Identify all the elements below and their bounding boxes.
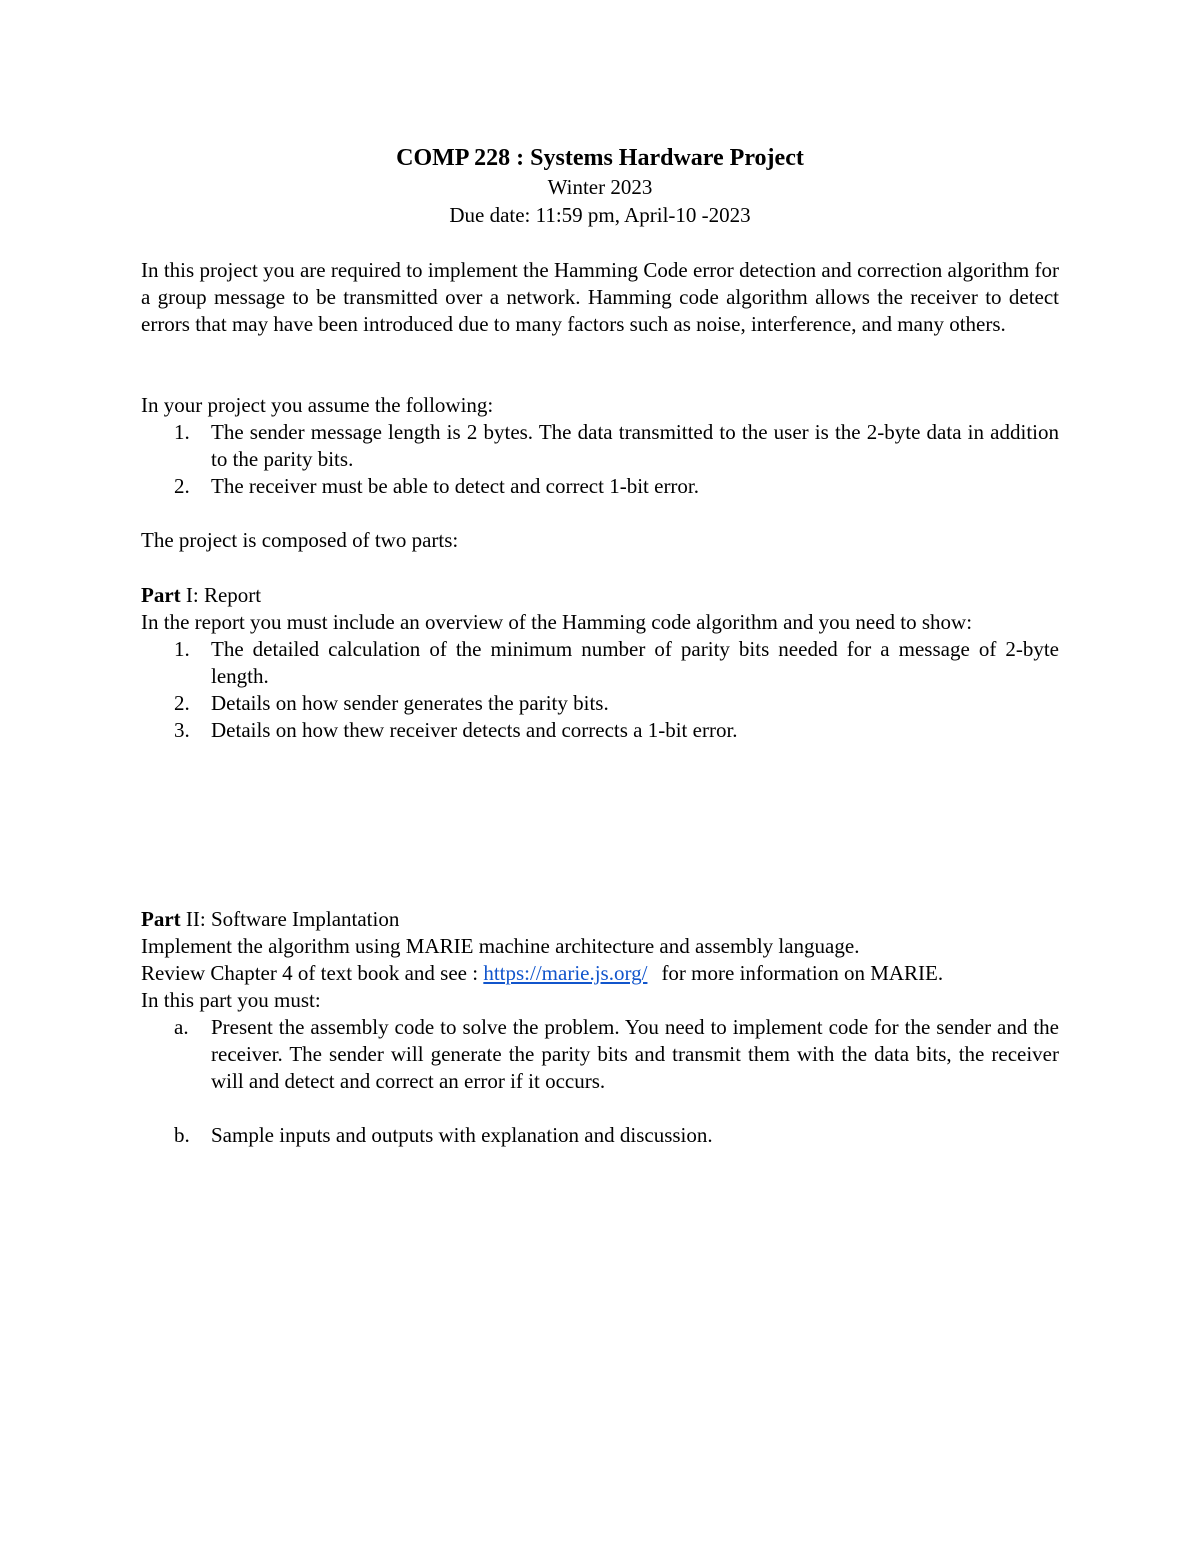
document-title: COMP 228 : Systems Hardware Project xyxy=(396,145,804,171)
part2-line2 xyxy=(141,960,1059,987)
list-item xyxy=(141,717,1059,744)
assumptions-section xyxy=(141,392,1059,500)
part1-label-bold: Part xyxy=(141,583,181,607)
marie-link[interactable]: https://marie.js.org/ xyxy=(483,961,648,985)
document-header xyxy=(0,143,1200,229)
list-marker: 2. xyxy=(174,474,190,498)
list-marker: 1. xyxy=(174,420,190,444)
list-item-text: The detailed calculation of the minimum number of parity bits needed for a message of 2-byte length. xyxy=(211,637,1059,688)
part1-list xyxy=(141,636,1059,744)
assumptions-list xyxy=(141,419,1059,500)
part2-section xyxy=(141,906,1059,1149)
part1-section xyxy=(141,582,1059,744)
part2-line1: Implement the algorithm using MARIE machine architecture and assembly language. xyxy=(141,934,860,958)
list-item-text: The sender message length is 2 bytes. The data transmitted to the user is the 2-byte data in addition to the parity bits. xyxy=(211,420,1059,471)
list-item-text: Details on how thew receiver detects and corrects a 1-bit error. xyxy=(211,718,738,742)
list-item-text: Present the assembly code to solve the problem. You need to implement code for the sender and the receiver. The sender will generate the parity bits and transmit them with the data bits, the receiver will and detect and correct an error if it occurs. xyxy=(211,1015,1059,1093)
parts-intro-section xyxy=(141,527,1059,554)
part2-line2-pre: Review Chapter 4 of text book and see : xyxy=(141,961,484,985)
part2-label-bold: Part xyxy=(141,907,181,931)
part1-lead: In the report you must include an overview of the Hamming code algorithm and you need to show: xyxy=(141,610,973,634)
list-item xyxy=(141,636,1059,690)
list-marker: 2. xyxy=(174,691,190,715)
list-item xyxy=(141,1014,1059,1095)
part2-label-rest: II: Software Implantation xyxy=(180,907,400,931)
list-item xyxy=(141,473,1059,500)
list-marker: 3. xyxy=(174,718,190,742)
list-item-text: Sample inputs and outputs with explanation and discussion. xyxy=(211,1123,713,1147)
part2-heading xyxy=(141,906,1059,933)
list-marker: a. xyxy=(174,1015,189,1039)
intro-section xyxy=(141,257,1059,338)
intro-paragraph: In this project you are required to implement the Hamming Code error detection and correction algorithm for a group message to be transmitted over a network. Hamming code algorithm allows the receiver to detect errors that may have been introduced due to many factors such as noise, interference, and many others. xyxy=(141,258,1059,336)
list-item-text: Details on how sender generates the parity bits. xyxy=(211,691,609,715)
part2-line2-post: for more information on MARIE. xyxy=(661,961,944,985)
list-item-text: The receiver must be able to detect and correct 1-bit error. xyxy=(211,474,700,498)
list-item xyxy=(141,690,1059,717)
list-item xyxy=(141,419,1059,473)
list-item xyxy=(141,1122,1059,1149)
part1-heading xyxy=(141,582,1059,609)
part2-list xyxy=(141,1014,1059,1149)
term-label: Winter 2023 xyxy=(547,175,653,199)
parts-intro: The project is composed of two parts: xyxy=(141,528,459,552)
list-marker: 1. xyxy=(174,637,190,661)
due-date: Due date: 11:59 pm, April-10 -2023 xyxy=(449,203,751,227)
part1-label-rest: I: Report xyxy=(180,583,262,607)
part2-line3: In this part you must: xyxy=(141,988,321,1012)
assumptions-lead: In your project you assume the following: xyxy=(141,393,494,417)
list-marker: b. xyxy=(174,1123,190,1147)
